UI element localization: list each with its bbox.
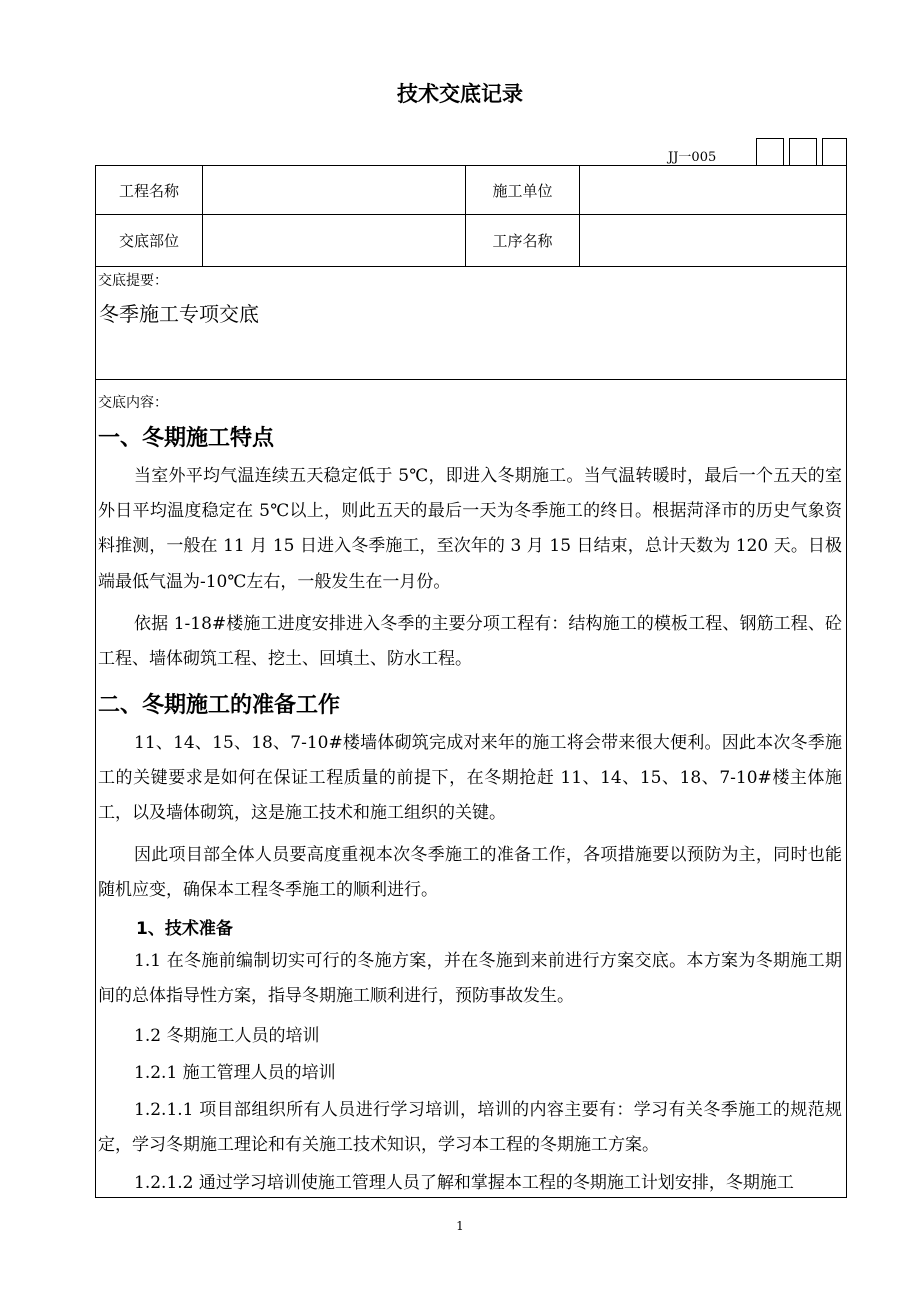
section-2-paragraph-2: 因此项目部全体人员要高度重视本次冬季施工的准备工作，各项措施要以预防为主，同时也能随机应变，确保本工程冬季施工的顺利进行。 — [98, 845, 842, 901]
row-divider — [96, 266, 846, 267]
process-name-label: 工序名称 — [492, 232, 553, 250]
subsection-1-heading: 1、技术准备 — [136, 919, 233, 939]
page-title: 技术交底记录 — [397, 82, 523, 106]
section-2-paragraph-1: 11、14、15、18、7-10#楼墙体砌筑完成对来年的施工将会带来很大便利。因此本次冬季施工的关键要求是如何在保证工程质量的前提下，在冬期抢赶 11、14、15、18、7-10#楼主体施工，以及墙体砌筑，这是施工技术和施工组织的关键。 — [98, 733, 842, 824]
record-table — [95, 165, 847, 1198]
section-1-paragraph-1: 当室外平均气温连续五天稳定低于 5℃，即进入冬期施工。当气温转暖时，最后一个五天的室外日平均温度稳定在 5℃以上，则此五天的最后一天为冬季施工的终日。根据菏泽市的历史气象资料推测，一般在 11 月 15 日进入冬季施工，至次年的 3 月 15 日结束，总计天数为 120 天。日极端最低气温为-10℃左右，一般发生在一月份。 — [98, 466, 842, 592]
document-code: JJ一005 — [668, 150, 717, 165]
paragraph-1-2-1-2: 1.2.1.2 通过学习培训使施工管理人员了解和掌握本工程的冬期施工计划安排，冬期施工 — [134, 1173, 794, 1193]
row-divider — [96, 379, 846, 380]
construction-unit-value[interactable] — [580, 166, 846, 214]
paragraph-1-2: 1.2 冬期施工人员的培训 — [134, 1026, 320, 1046]
section-1-paragraph-2: 依据 1-18#楼施工进度安排进入冬季的主要分项工程有：结构施工的模板工程、钢筋工程、砼工程、墙体砌筑工程、挖土、回填土、防水工程。 — [98, 614, 842, 670]
code-box-2 — [789, 138, 817, 165]
content-label: 交底内容： — [98, 395, 168, 411]
project-name-label: 工程名称 — [118, 181, 179, 200]
handover-part-label: 交底部位 — [118, 232, 179, 250]
paragraph-1-2-1-1: 1.2.1.1 项目部组织所有人员进行学习培训，培训的内容主要有：学习有关冬季施工的规范规定，学习冬期施工理论和有关施工技术知识，学习本工程的冬期施工方案。 — [98, 1100, 842, 1156]
paragraph-1-2-1: 1.2.1 施工管理人员的培训 — [134, 1063, 336, 1083]
section-2-heading: 二、冬期施工的准备工作 — [98, 693, 341, 718]
process-name-value[interactable] — [580, 215, 846, 266]
handover-part-value[interactable] — [203, 215, 465, 266]
code-box-1 — [756, 138, 784, 165]
code-box-3 — [822, 138, 847, 165]
summary-text: 冬季施工专项交底 — [99, 302, 259, 326]
construction-unit-label: 施工单位 — [492, 181, 553, 200]
section-1-heading: 一、冬期施工特点 — [98, 426, 275, 451]
paragraph-1-1: 1.1 在冬施前编制切实可行的冬施方案，并在冬施到来前进行方案交底。本方案为冬期施工期间的总体指导性方案，指导冬期施工顺利进行，预防事故发生。 — [98, 951, 842, 1007]
summary-label: 交底提要： — [98, 273, 168, 289]
project-name-value[interactable] — [203, 166, 465, 214]
page-number: 1 — [456, 1219, 464, 1233]
